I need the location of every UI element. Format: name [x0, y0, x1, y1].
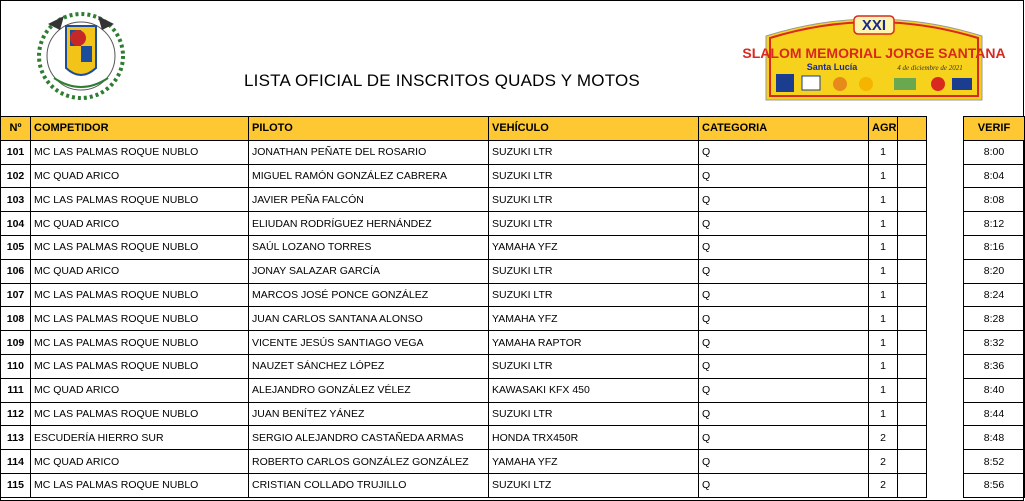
- cell-categoria: Q: [699, 450, 869, 474]
- cell-verif: 8:16: [964, 235, 1025, 259]
- table-row: [1, 212, 1025, 236]
- table-row: [1, 331, 1025, 355]
- table-row: [1, 307, 1025, 331]
- cell-categoria: Q: [699, 402, 869, 426]
- cell-categoria: Q: [699, 378, 869, 402]
- cell-no: 109: [1, 331, 31, 355]
- cell-agr: 1: [869, 259, 898, 283]
- plaque-edition: XXI: [861, 17, 887, 34]
- cell-agr: 2: [869, 426, 898, 450]
- cell-no: 110: [1, 354, 31, 378]
- cell-verif: 8:08: [964, 188, 1025, 212]
- header-gap: [927, 117, 964, 141]
- table-row: [1, 140, 1025, 164]
- header-categoria: CATEGORIA: [699, 117, 869, 141]
- table-row: [1, 473, 1025, 497]
- cell-competidor: MC QUAD ARICO: [31, 259, 249, 283]
- cell-blank: [898, 307, 927, 331]
- cell-vehiculo: SUZUKI LTR: [489, 188, 699, 212]
- cell-vehiculo: SUZUKI LTR: [489, 354, 699, 378]
- cell-gap: [927, 331, 964, 355]
- cell-verif: 8:24: [964, 283, 1025, 307]
- cell-no: 108: [1, 307, 31, 331]
- cell-blank: [898, 450, 927, 474]
- cell-gap: [927, 378, 964, 402]
- cell-piloto: MIGUEL RAMÓN GONZÁLEZ CABRERA: [249, 164, 489, 188]
- cell-blank: [898, 212, 927, 236]
- cell-categoria: Q: [699, 188, 869, 212]
- cell-blank: [898, 283, 927, 307]
- cell-piloto: ROBERTO CARLOS GONZÁLEZ GONZÁLEZ: [249, 450, 489, 474]
- cell-vehiculo: SUZUKI LTR: [489, 212, 699, 236]
- cell-no: 112: [1, 402, 31, 426]
- table-row: [1, 378, 1025, 402]
- cell-competidor: MC QUAD ARICO: [31, 450, 249, 474]
- cell-blank: [898, 331, 927, 355]
- cell-agr: 1: [869, 378, 898, 402]
- cell-agr: 2: [869, 450, 898, 474]
- table-header-row: [1, 117, 1025, 141]
- cell-no: 104: [1, 212, 31, 236]
- cell-verif: 8:48: [964, 426, 1025, 450]
- cell-verif: 8:20: [964, 259, 1025, 283]
- header-competidor: COMPETIDOR: [31, 117, 249, 141]
- cell-agr: 1: [869, 164, 898, 188]
- cell-blank: [898, 164, 927, 188]
- table-row: [1, 164, 1025, 188]
- cell-no: 102: [1, 164, 31, 188]
- cell-agr: 1: [869, 140, 898, 164]
- event-plaque-logo: [742, 8, 1006, 104]
- cell-gap: [927, 450, 964, 474]
- cell-no: 111: [1, 378, 31, 402]
- cell-competidor: MC QUAD ARICO: [31, 164, 249, 188]
- cell-blank: [898, 426, 927, 450]
- cell-agr: 1: [869, 212, 898, 236]
- cell-gap: [927, 426, 964, 450]
- cell-gap: [927, 402, 964, 426]
- cell-no: 114: [1, 450, 31, 474]
- cell-competidor: MC QUAD ARICO: [31, 378, 249, 402]
- cell-vehiculo: YAMAHA YFZ: [489, 450, 699, 474]
- cell-agr: 1: [869, 235, 898, 259]
- cell-piloto: ALEJANDRO GONZÁLEZ VÉLEZ: [249, 378, 489, 402]
- cell-agr: 1: [869, 283, 898, 307]
- header-blank: [898, 117, 927, 141]
- table-row: [1, 283, 1025, 307]
- cell-gap: [927, 164, 964, 188]
- cell-competidor: MC LAS PALMAS ROQUE NUBLO: [31, 235, 249, 259]
- cell-no: 107: [1, 283, 31, 307]
- cell-verif: 8:32: [964, 331, 1025, 355]
- cell-blank: [898, 188, 927, 212]
- cell-competidor: MC LAS PALMAS ROQUE NUBLO: [31, 473, 249, 497]
- cell-agr: 1: [869, 354, 898, 378]
- cell-piloto: JONATHAN PEÑATE DEL ROSARIO: [249, 140, 489, 164]
- cell-vehiculo: HONDA TRX450R: [489, 426, 699, 450]
- cell-gap: [927, 473, 964, 497]
- cell-competidor: ESCUDERÍA HIERRO SUR: [31, 426, 249, 450]
- cell-vehiculo: KAWASAKI KFX 450: [489, 378, 699, 402]
- cell-categoria: Q: [699, 307, 869, 331]
- cell-blank: [898, 473, 927, 497]
- table-row: [1, 259, 1025, 283]
- cell-categoria: Q: [699, 259, 869, 283]
- cell-no: 103: [1, 188, 31, 212]
- cell-blank: [898, 402, 927, 426]
- cell-piloto: JAVIER PEÑA FALCÓN: [249, 188, 489, 212]
- cell-piloto: SERGIO ALEJANDRO CASTAÑEDA ARMAS: [249, 426, 489, 450]
- plaque-location: Santa Lucía: [806, 62, 858, 72]
- cell-piloto: SAÚL LOZANO TORRES: [249, 235, 489, 259]
- cell-agr: 2: [869, 473, 898, 497]
- table-row: [1, 354, 1025, 378]
- cell-verif: 8:36: [964, 354, 1025, 378]
- cell-agr: 1: [869, 188, 898, 212]
- cell-verif: 8:28: [964, 307, 1025, 331]
- cell-vehiculo: SUZUKI LTR: [489, 164, 699, 188]
- cell-categoria: Q: [699, 426, 869, 450]
- cell-vehiculo: SUZUKI LTR: [489, 402, 699, 426]
- plaque-date: 4 de diciembre de 2021: [897, 64, 963, 72]
- cell-verif: 8:40: [964, 378, 1025, 402]
- cell-vehiculo: SUZUKI LTR: [489, 259, 699, 283]
- cell-no: 113: [1, 426, 31, 450]
- table-row: [1, 450, 1025, 474]
- cell-competidor: MC LAS PALMAS ROQUE NUBLO: [31, 331, 249, 355]
- document-title: LISTA OFICIAL DE INSCRITOS QUADS Y MOTOS: [244, 71, 640, 90]
- cell-verif: 8:56: [964, 473, 1025, 497]
- cell-categoria: Q: [699, 473, 869, 497]
- table-row: [1, 188, 1025, 212]
- cell-agr: 1: [869, 331, 898, 355]
- cell-no: 101: [1, 140, 31, 164]
- cell-gap: [927, 307, 964, 331]
- cell-piloto: VICENTE JESÚS SANTIAGO VEGA: [249, 331, 489, 355]
- cell-piloto: JUAN BENÍTEZ YÁNEZ: [249, 402, 489, 426]
- cell-blank: [898, 378, 927, 402]
- cell-piloto: JUAN CARLOS SANTANA ALONSO: [249, 307, 489, 331]
- header-agr: AGR: [869, 117, 898, 141]
- header-no: Nº: [1, 117, 31, 141]
- cell-blank: [898, 354, 927, 378]
- cell-no: 105: [1, 235, 31, 259]
- cell-piloto: JONAY SALAZAR GARCÍA: [249, 259, 489, 283]
- cell-vehiculo: YAMAHA YFZ: [489, 307, 699, 331]
- cell-vehiculo: SUZUKI LTZ: [489, 473, 699, 497]
- cell-competidor: MC LAS PALMAS ROQUE NUBLO: [31, 283, 249, 307]
- cell-gap: [927, 259, 964, 283]
- header-piloto: PILOTO: [249, 117, 489, 141]
- cell-vehiculo: YAMAHA YFZ: [489, 235, 699, 259]
- cell-verif: 8:44: [964, 402, 1025, 426]
- cell-vehiculo: YAMAHA RAPTOR: [489, 331, 699, 355]
- table-row: [1, 426, 1025, 450]
- federation-crest-icon: [20, 6, 142, 102]
- cell-verif: 8:04: [964, 164, 1025, 188]
- cell-categoria: Q: [699, 212, 869, 236]
- cell-gap: [927, 354, 964, 378]
- cell-gap: [927, 188, 964, 212]
- cell-competidor: MC LAS PALMAS ROQUE NUBLO: [31, 354, 249, 378]
- table-row: [1, 402, 1025, 426]
- plaque-event-name: SLALOM MEMORIAL JORGE SANTANA: [742, 45, 1006, 61]
- cell-categoria: Q: [699, 331, 869, 355]
- cell-vehiculo: SUZUKI LTR: [489, 283, 699, 307]
- cell-blank: [898, 235, 927, 259]
- cell-gap: [927, 283, 964, 307]
- cell-piloto: NAUZET SÁNCHEZ LÓPEZ: [249, 354, 489, 378]
- cell-blank: [898, 140, 927, 164]
- header-verif: VERIF: [964, 117, 1025, 141]
- cell-verif: 8:00: [964, 140, 1025, 164]
- cell-competidor: MC LAS PALMAS ROQUE NUBLO: [31, 402, 249, 426]
- cell-competidor: MC LAS PALMAS ROQUE NUBLO: [31, 140, 249, 164]
- cell-categoria: Q: [699, 283, 869, 307]
- cell-piloto: MARCOS JOSÉ PONCE GONZÁLEZ: [249, 283, 489, 307]
- cell-categoria: Q: [699, 354, 869, 378]
- cell-agr: 1: [869, 307, 898, 331]
- cell-gap: [927, 212, 964, 236]
- cell-gap: [927, 140, 964, 164]
- cell-verif: 8:52: [964, 450, 1025, 474]
- cell-competidor: MC LAS PALMAS ROQUE NUBLO: [31, 188, 249, 212]
- entry-list-table: [0, 116, 1025, 498]
- cell-vehiculo: SUZUKI LTR: [489, 140, 699, 164]
- cell-gap: [927, 235, 964, 259]
- cell-categoria: Q: [699, 235, 869, 259]
- cell-piloto: ELIUDAN RODRÍGUEZ HERNÁNDEZ: [249, 212, 489, 236]
- cell-competidor: MC QUAD ARICO: [31, 212, 249, 236]
- header-vehiculo: VEHÍCULO: [489, 117, 699, 141]
- cell-verif: 8:12: [964, 212, 1025, 236]
- cell-blank: [898, 259, 927, 283]
- cell-agr: 1: [869, 402, 898, 426]
- cell-no: 106: [1, 259, 31, 283]
- cell-competidor: MC LAS PALMAS ROQUE NUBLO: [31, 307, 249, 331]
- cell-categoria: Q: [699, 140, 869, 164]
- cell-piloto: CRISTIAN COLLADO TRUJILLO: [249, 473, 489, 497]
- cell-no: 115: [1, 473, 31, 497]
- table-row: [1, 235, 1025, 259]
- cell-categoria: Q: [699, 164, 869, 188]
